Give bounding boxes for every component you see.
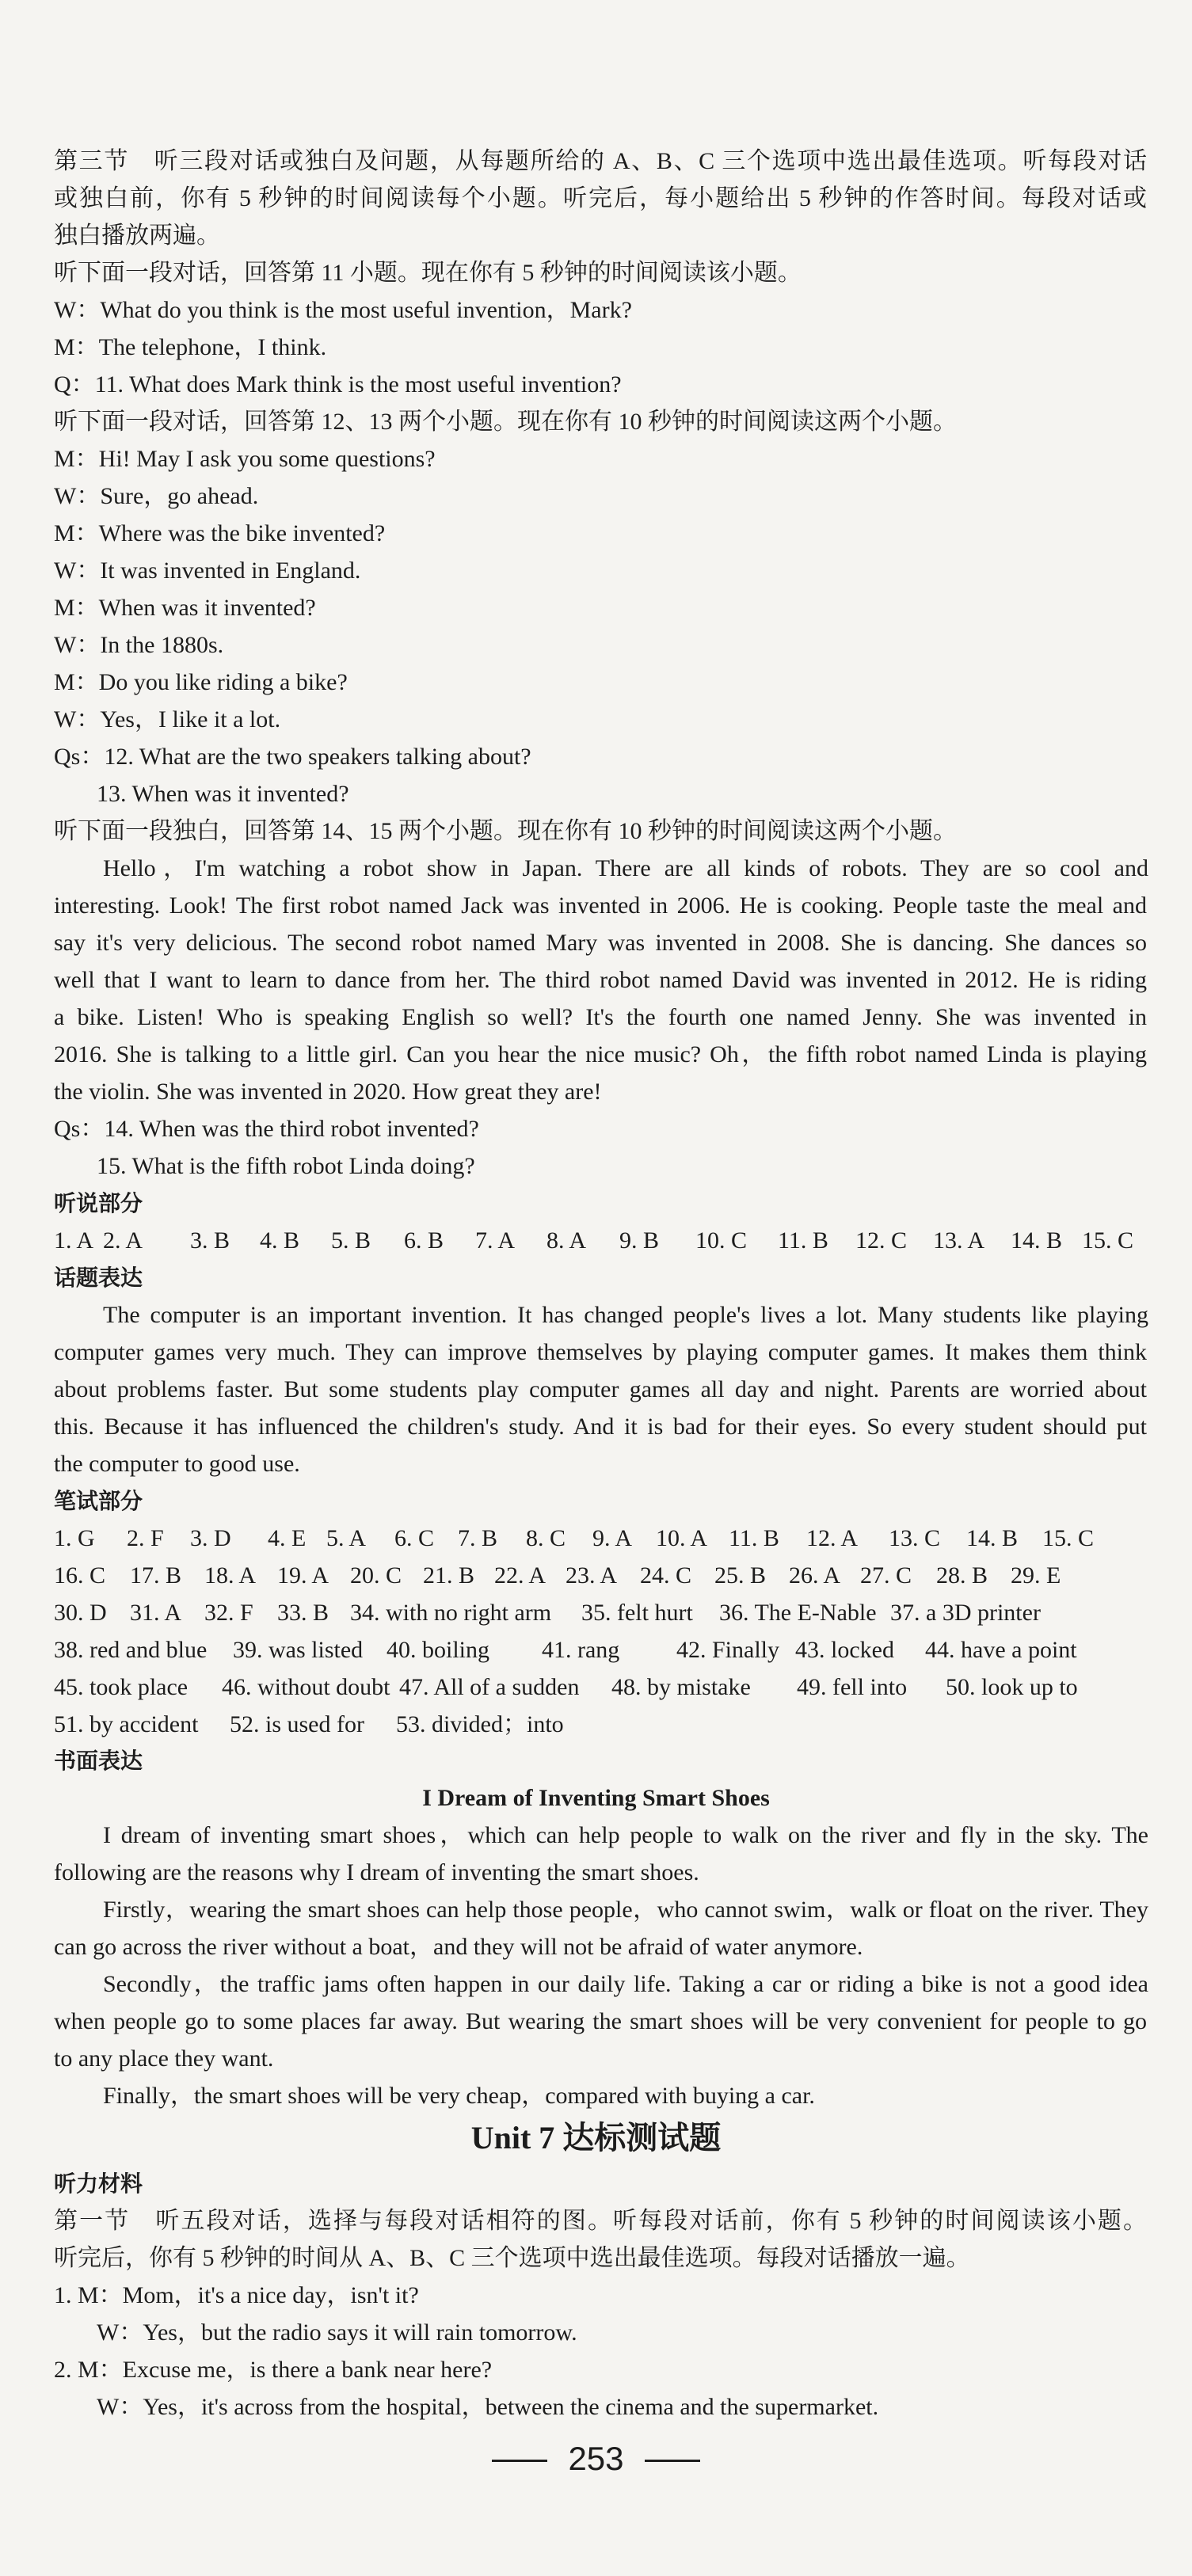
answer-item: 39. was listed: [233, 1637, 364, 1663]
answer-item: 44. have a point: [925, 1637, 1077, 1663]
answer-item: 12. C: [855, 1227, 908, 1254]
answer-item: 37. a 3D printer: [890, 1600, 1041, 1626]
answer-item: 43. locked: [795, 1637, 894, 1663]
dialogue-line: 2. M：Excuse me，is there a bank near here?: [54, 2357, 493, 2383]
essay-line: following are the reasons why I dream of inventing the smart shoes.: [54, 1859, 699, 1885]
answer-item: 12. A: [806, 1525, 859, 1551]
page-number: [0, 2439, 1192, 2479]
monologue-line: 2016. She is talking to a little girl. Can you hear the nice music? Oh，the fifth robot named Linda is playing: [54, 1041, 1147, 1067]
answer-item: 41. rang: [542, 1637, 620, 1663]
section-heading-topic: 话题表达: [54, 1265, 143, 1290]
answer-item: 47. All of a sudden: [399, 1674, 580, 1700]
dialogue-line: W：It was invented in England.: [54, 557, 361, 584]
dialogue-line: W：In the 1880s.: [54, 632, 224, 658]
answer-item: 48. by mistake: [611, 1674, 751, 1700]
answer-item: 23. A: [566, 1562, 618, 1589]
answer-item: 13. C: [889, 1525, 941, 1551]
answer-item: 1. G: [54, 1525, 95, 1551]
monologue-line: interesting. Look! The first robot named Jack was invented in 2006. He is cooking. People taste the meal and: [54, 892, 1147, 919]
answer-item: 53. divided；into: [396, 1711, 564, 1737]
answer-item: 8. A: [546, 1227, 587, 1254]
answer-item: 45. took place: [54, 1674, 189, 1700]
section-heading-writing: 书面表达: [54, 1748, 143, 1773]
answer-item: 22. A: [494, 1562, 546, 1589]
essay-line: can go across the river without a boat，and they will not be afraid of water anymore.: [54, 1934, 863, 1960]
part3-intro-line: 独白播放两遍。: [54, 223, 220, 249]
part3-intro-line: 或独白前，你有 5 秒钟的时间阅读每个小题。听完后，每小题给出 5 秒钟的作答时间。每段对话或: [54, 185, 1147, 211]
answer-item: 24. C: [640, 1562, 692, 1589]
answer-item: 31. A: [130, 1600, 182, 1626]
question-line: Qs：14. When was the third robot invented?: [54, 1116, 479, 1142]
answer-item: 27. C: [860, 1562, 912, 1589]
answer-item: 7. A: [475, 1227, 516, 1254]
answer-item: 26. A: [789, 1562, 841, 1589]
dash-left: [492, 2460, 547, 2462]
answer-item: 3. D: [190, 1525, 231, 1551]
answer-item: 52. is used for: [230, 1711, 364, 1737]
section-heading-listening: 听说部分: [54, 1191, 143, 1216]
answer-item: 40. boiling: [387, 1637, 490, 1663]
answer-item: 32. F: [204, 1600, 253, 1626]
section-heading-listening-material: 听力材料: [54, 2171, 143, 2196]
answer-item: 19. A: [277, 1562, 329, 1589]
monologue-instruction: 听下面一段独白，回答第 14、15 两个小题。现在你有 10 秒钟的时间阅读这两个小题。: [54, 818, 957, 844]
answer-item: 5. A: [326, 1525, 367, 1551]
answer-item: 21. B: [423, 1562, 475, 1589]
answer-item: 46. without doubt: [222, 1674, 390, 1700]
answer-item: 33. B: [277, 1600, 329, 1626]
answer-item: 2. A: [103, 1227, 143, 1254]
answer-item: 50. look up to: [946, 1674, 1078, 1700]
dialogue2-instruction: 听下面一段对话，回答第 12、13 两个小题。现在你有 10 秒钟的时间阅读这两个小题。: [54, 409, 957, 435]
answer-item: 17. B: [130, 1562, 182, 1589]
dialogue-line: W：Yes，it's across from the hospital，between the cinema and the supermarket.: [97, 2394, 879, 2420]
answer-item: 18. A: [204, 1562, 257, 1589]
dialogue-line: M：Hi! May I ask you some questions?: [54, 446, 436, 472]
monologue-line: a bike. Listen! Who is speaking English so well? It's the fourth one named Jenny. She was invented in: [54, 1004, 1147, 1030]
answer-item: 38. red and blue: [54, 1637, 208, 1663]
section-heading-written: 笔试部分: [54, 1489, 143, 1513]
monologue-line: say it's very delicious. The second robot named Mary was invented in 2008. She is dancing. She dances so: [54, 930, 1147, 956]
answer-item: 11. B: [729, 1525, 779, 1551]
answer-item: 13. A: [933, 1227, 985, 1254]
answer-item: 6. C: [394, 1525, 435, 1551]
dialogue-line: W：Yes，I like it a lot.: [54, 706, 281, 732]
answer-item: 30. D: [54, 1600, 107, 1626]
essay-line: when people go to some places far away. But wearing the smart shoes will be very convenient for people to go: [54, 2008, 1147, 2034]
answer-item: 16. C: [54, 1562, 106, 1589]
question-line: 13. When was it invented?: [97, 781, 349, 807]
essay-title: I Dream of Inventing Smart Shoes: [422, 1785, 770, 1811]
essay-line: I dream of inventing smart shoes，which can help people to walk on the river and fly in the sky. The: [103, 1822, 1148, 1848]
part3-intro-line: 第三节 听三段对话或独白及问题，从每题所给的 A、B、C 三个选项中选出最佳选项。听每段对话: [54, 148, 1147, 174]
monologue-line: the violin. She was invented in 2020. How great they are!: [54, 1079, 602, 1105]
answer-item: 10. A: [656, 1525, 708, 1551]
answer-item: 5. B: [331, 1227, 371, 1254]
question-line: 15. What is the fifth robot Linda doing?: [97, 1153, 475, 1179]
essay-line: to any place they want.: [54, 2045, 274, 2072]
monologue-line: Hello，I'm watching a robot show in Japan. There are all kinds of robots. They are so cool and: [103, 855, 1148, 881]
answer-item: 7. B: [458, 1525, 498, 1551]
essay-line: Firstly，wearing the smart shoes can help those people，who cannot swim，walk or float on the river. They: [103, 1897, 1148, 1923]
answer-item: 15. C: [1042, 1525, 1095, 1551]
dialogue-line: M：When was it invented?: [54, 595, 316, 621]
essay-line: Secondly，the traffic jams often happen in our daily life. Taking a car or riding a bike is not a good idea: [103, 1971, 1148, 1997]
dialogue-line: M：Where was the bike invented?: [54, 520, 386, 546]
answer-item: 8. C: [526, 1525, 566, 1551]
answer-item: 9. A: [592, 1525, 633, 1551]
topic-line: this. Because it has influenced the children's study. And it is bad for their eyes. So every student should put: [54, 1414, 1147, 1440]
dialogue-line: W：Yes，but the radio says it will rain tomorrow.: [97, 2319, 577, 2346]
answer-item: 11. B: [778, 1227, 828, 1254]
dialogue-line: M：Do you like riding a bike?: [54, 669, 348, 695]
answer-item: 34. with no right arm: [350, 1600, 552, 1626]
monologue-line: well that I want to learn to dance from her. The third robot named David was invented in 2012. He is riding: [54, 967, 1147, 993]
dialogue-line: 1. M：Mom，it's a nice day，isn't it?: [54, 2282, 419, 2308]
answer-item: 15. C: [1082, 1227, 1134, 1254]
dialogue-line: W：Sure，go ahead.: [54, 483, 259, 509]
dialogue1-instruction: 听下面一段对话，回答第 11 小题。现在你有 5 秒钟的时间阅读该小题。: [54, 260, 802, 286]
topic-line: the computer to good use.: [54, 1451, 300, 1477]
answer-item: 3. B: [190, 1227, 230, 1254]
topic-line: about problems faster. But some students play computer games all day and night. Parents are worried about: [54, 1376, 1147, 1402]
answer-item: 14. B: [966, 1525, 1019, 1551]
dialogue-line: W：What do you think is the most useful invention，Mark?: [54, 297, 632, 323]
answer-item: 25. B: [714, 1562, 767, 1589]
answer-item: 49. fell into: [797, 1674, 908, 1700]
answer-item: 2. F: [127, 1525, 164, 1551]
question-line: Qs：12. What are the two speakers talking about?: [54, 744, 531, 770]
answer-item: 4. E: [268, 1525, 307, 1551]
topic-line: computer games very much. They can improve themselves by playing computer games. It makes them think: [54, 1339, 1147, 1365]
answer-item: 10. C: [695, 1227, 748, 1254]
unit-title: Unit 7 达标测试题: [470, 2120, 722, 2156]
answer-item: 4. B: [260, 1227, 300, 1254]
topic-line: The computer is an important invention. It has changed people's lives a lot. Many students like playing: [103, 1302, 1148, 1328]
answer-item: 36. The E-Nable: [719, 1600, 877, 1626]
question-line: Q：11. What does Mark think is the most useful invention?: [54, 371, 622, 398]
unit7-intro-line: 第一节 听五段对话，选择与每段对话相符的图。听每段对话前，你有 5 秒钟的时间阅读该小题。: [54, 2208, 1147, 2234]
answer-item: 20. C: [350, 1562, 402, 1589]
answer-item: 35. felt hurt: [581, 1600, 693, 1626]
page-number-text: 253: [568, 2440, 624, 2477]
answer-item: 9. B: [619, 1227, 660, 1254]
answer-item: 1. A: [54, 1227, 94, 1254]
answer-item: 51. by accident: [54, 1711, 199, 1737]
essay-line: Finally，the smart shoes will be very cheap，compared with buying a car.: [103, 2083, 815, 2109]
answer-item: 6. B: [404, 1227, 444, 1254]
answer-item: 28. B: [936, 1562, 988, 1589]
answer-item: 42. Finally: [676, 1637, 780, 1663]
answer-item: 29. E: [1011, 1562, 1061, 1589]
answer-item: 14. B: [1011, 1227, 1063, 1254]
dash-right: [645, 2460, 700, 2462]
dialogue-line: M：The telephone，I think.: [54, 334, 327, 360]
unit7-intro-line: 听完后，你有 5 秒钟的时间从 A、B、C 三个选项中选出最佳选项。每段对话播放一遍。: [54, 2245, 970, 2271]
